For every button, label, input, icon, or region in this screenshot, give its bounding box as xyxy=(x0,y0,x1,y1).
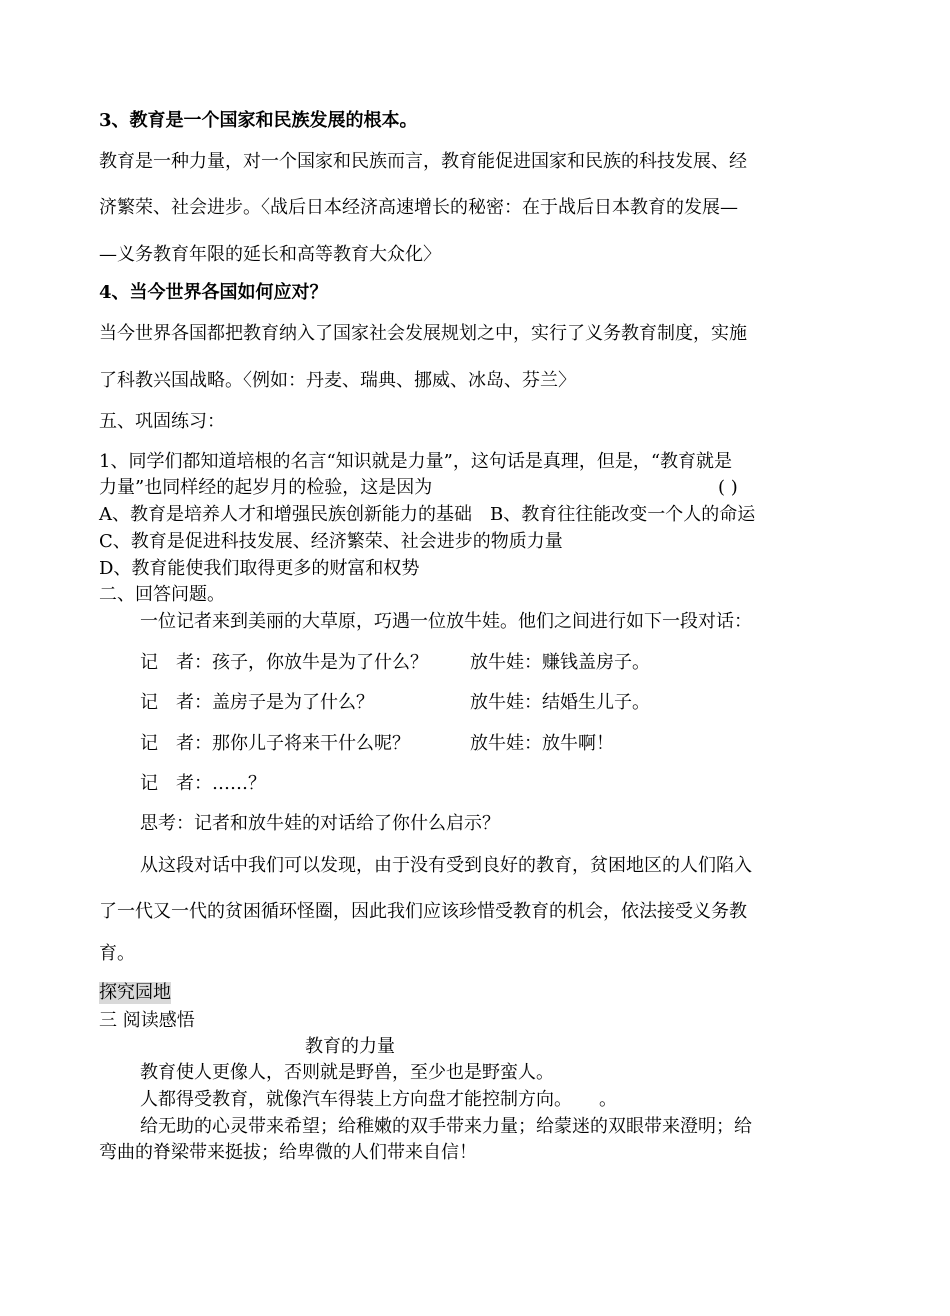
reading-paragraph-3-line-1: 给无助的心灵带来希望；给稚嫩的双手带来力量；给蒙迷的双眼带来澄明；给 xyxy=(140,1116,752,1137)
dialog-reporter-line: 记 者：那你儿子将来干什么呢？ xyxy=(140,733,410,754)
section-3-paragraph-line-1: 教育是一种力量，对一个国家和民族而言，教育能促进国家和民族的科技发展、经 xyxy=(99,151,747,172)
answer-paragraph-line-3: 育。 xyxy=(99,943,135,964)
reading-title: 教育的力量 xyxy=(305,1036,395,1057)
answer-paragraph-line-1: 从这段对话中我们可以发现，由于没有受到良好的教育，贫困地区的人们陷入 xyxy=(140,855,752,876)
section-3-paragraph-line-2: 济繁荣、社会进步。〈战后日本经济高速增长的秘密：在于战后日本教育的发展— xyxy=(99,197,738,218)
dialog-reporter-line: 记 者：盖房子是为了什么？ xyxy=(140,692,374,713)
option-c: C、教育是促进科技发展、经济繁荣、社会进步的物质力量 xyxy=(99,531,563,552)
dialog-child-line: 放牛娃：放牛啊！ xyxy=(470,733,614,754)
question-1-line-2: 力量”也同样经的起岁月的检验，这是因为 xyxy=(99,477,433,498)
practice-heading: 五、巩固练习： xyxy=(99,411,225,432)
answer-blank: ( ) xyxy=(718,477,738,498)
question-2-heading: 二、回答问题。 xyxy=(99,584,225,605)
section-4-paragraph-line-1: 当今世界各国都把教育纳入了国家社会发展规划之中，实行了义务教育制度，实施 xyxy=(99,323,747,344)
section-4-heading: 4、当今世界各国如何应对？ xyxy=(99,282,328,303)
question-1-line-1: 1、同学们都知道培根的名言“知识就是力量”，这句话是真理，但是，“教育就是 xyxy=(99,451,733,472)
dialog-child-line: 放牛娃：结婚生儿子。 xyxy=(470,692,650,713)
section-3-paragraph-line-3: —义务教育年限的延长和高等教育大众化〉 xyxy=(99,244,441,265)
section-3-heading: 3、教育是一个国家和民族发展的根本。 xyxy=(99,110,418,131)
dialog-reporter-line: 记 者：孩子，你放牛是为了什么？ xyxy=(140,652,428,673)
dialog-reporter-line: 记 者：……？ xyxy=(140,773,266,794)
dialog-child-line: 放牛娃：赚钱盖房子。 xyxy=(470,652,650,673)
reading-paragraph-2: 人都得受教育，就像汽车得装上方向盘才能控制方向。 。 xyxy=(140,1089,617,1110)
explore-section-label: 探究园地 xyxy=(99,982,171,1003)
section-4-paragraph-line-2: 了科教兴国战略。〈例如：丹麦、瑞典、挪威、冰岛、芬兰〉 xyxy=(99,370,576,391)
reading-paragraph-3-line-2: 弯曲的脊梁带来挺拔；给卑微的人们带来自信！ xyxy=(99,1142,477,1163)
think-question: 思考：记者和放牛娃的对话给了你什么启示？ xyxy=(140,813,500,834)
option-a-b: A、教育是培养人才和增强民族创新能力的基础 B、教育往往能改变一个人的命运 xyxy=(99,504,756,525)
option-d: D、教育能使我们取得更多的财富和权势 xyxy=(99,558,420,579)
reading-heading: 三 阅读感悟 xyxy=(99,1010,195,1031)
question-2-intro: 一位记者来到美丽的大草原，巧遇一位放牛娃。他们之间进行如下一段对话： xyxy=(140,611,752,632)
reading-paragraph-1: 教育使人更像人，否则就是野兽，至少也是野蛮人。 xyxy=(140,1062,554,1083)
answer-paragraph-line-2: 了一代又一代的贫困循环怪圈，因此我们应该珍惜受教育的机会，依法接受义务教 xyxy=(99,901,747,922)
